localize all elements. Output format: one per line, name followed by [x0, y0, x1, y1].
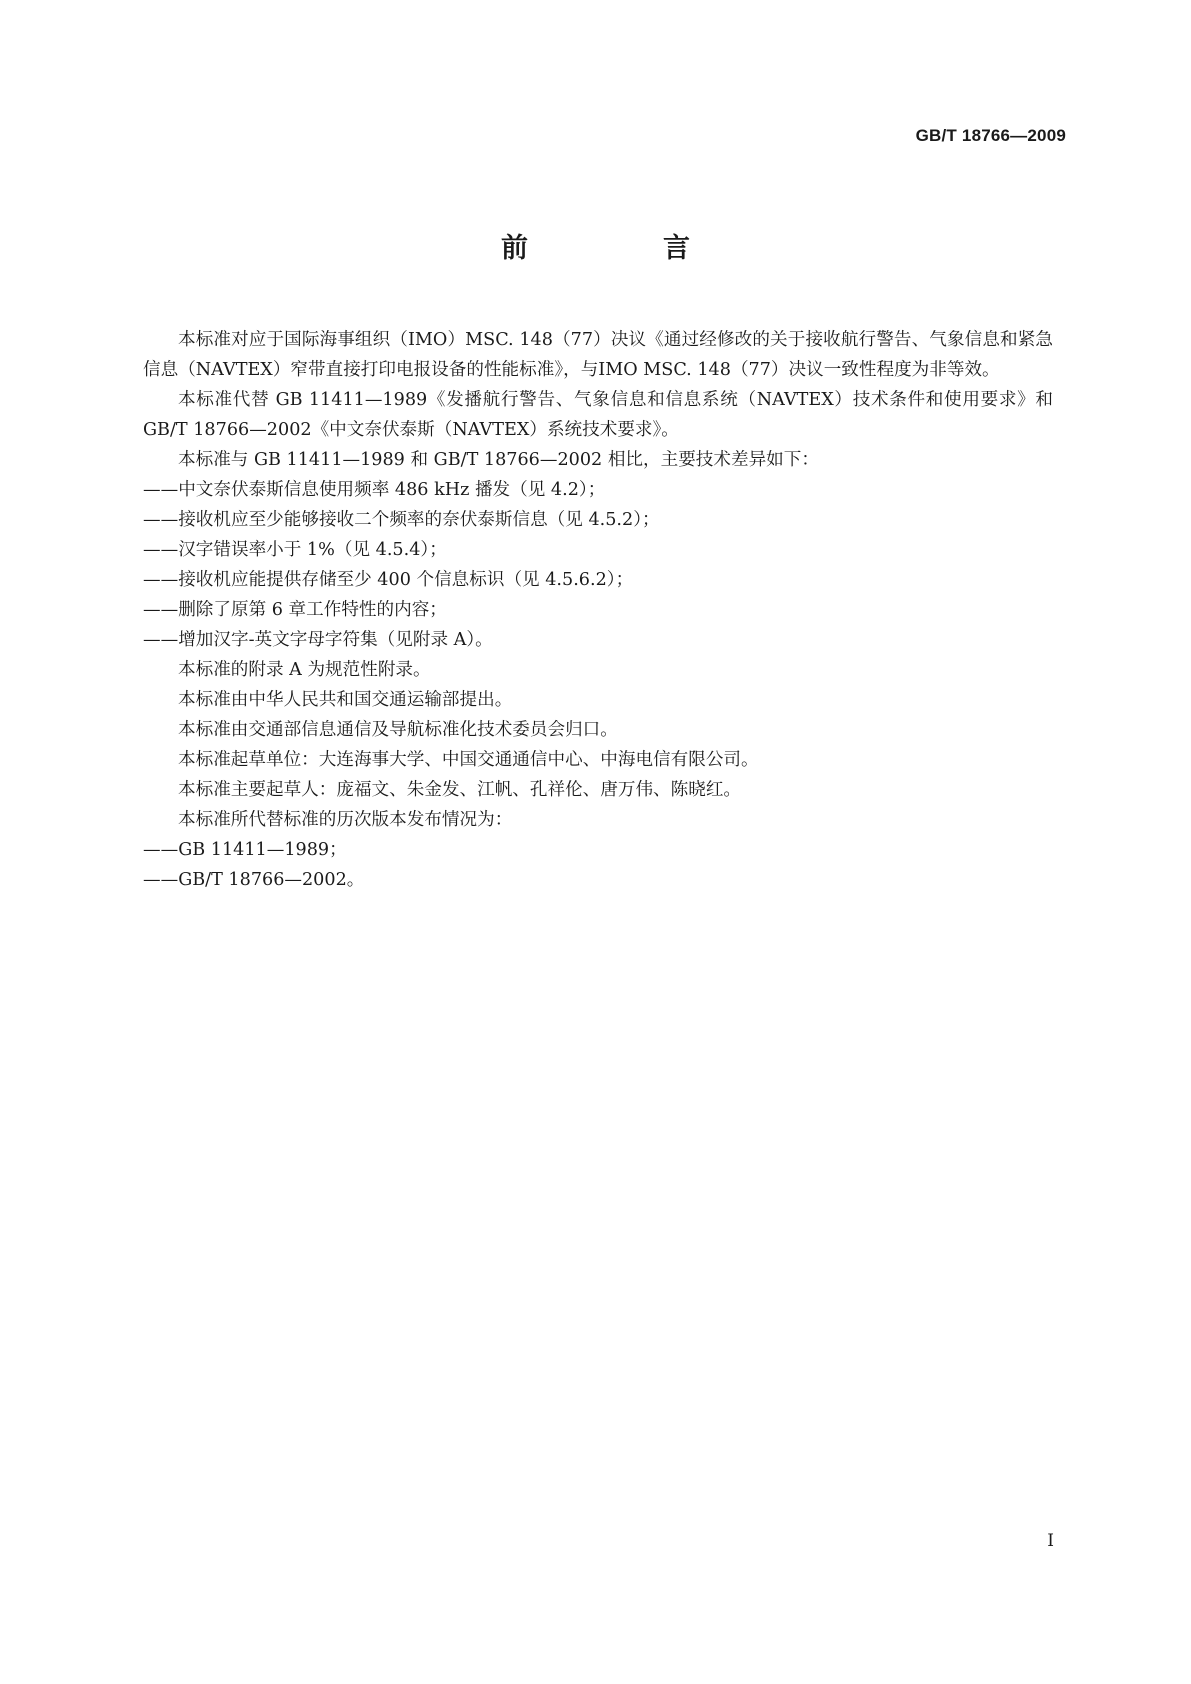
- statement-version-history: 本标准所代替标准的历次版本发布情况为：: [178, 810, 513, 830]
- paragraph-correspondence: 本标准对应于国际海事组织（IMO）MSC. 148（77）决议《通过经修改的关于接收航行警告、气象信息和紧急信息（NAVTEX）窄带直接打印电报设备的性能标准》，与IMO MSC. 148（77）决议一致性程度为非等效。: [143, 330, 1053, 380]
- statement-annex: 本标准的附录 A 为规范性附录。: [178, 660, 431, 680]
- page-title: 前 言: [501, 233, 744, 264]
- list-item: ——删除了原第 6 章工作特性的内容；: [143, 600, 447, 620]
- list-item: ——接收机应能提供存储至少 400 个信息标识（见 4.5.6.2）；: [143, 570, 634, 590]
- standard-number: GB/T 18766—2009: [915, 126, 1066, 145]
- foreword-body: [143, 325, 1053, 895]
- page-number: I: [1047, 1531, 1054, 1551]
- list-item: ——增加汉字-英文字母字符集（见附录 A）。: [143, 630, 493, 650]
- list-item: ——GB/T 18766—2002。: [143, 870, 365, 890]
- statement-committee: 本标准由交通部信息通信及导航标准化技术委员会归口。: [178, 720, 618, 740]
- previous-versions-list: [143, 835, 1053, 895]
- differences-list: [143, 475, 1053, 655]
- statement-drafters: 本标准主要起草人：庞福文、朱金发、江帆、孔祥伦、唐万伟、陈晓红。: [178, 780, 742, 800]
- paragraph-differences-intro: 本标准与 GB 11411—1989 和 GB/T 18766—2002 相比，主要技术差异如下：: [178, 450, 819, 470]
- list-item: ——汉字错误率小于 1%（见 4.5.4）；: [143, 540, 447, 560]
- statement-drafting-units: 本标准起草单位：大连海事大学、中国交通通信中心、中海电信有限公司。: [178, 750, 759, 770]
- list-item: ——中文奈伏泰斯信息使用频率 486 kHz 播发（见 4.2）；: [143, 480, 606, 500]
- list-item: ——GB 11411—1989；: [143, 840, 347, 860]
- statement-proposer: 本标准由中华人民共和国交通运输部提出。: [178, 690, 513, 710]
- paragraph-replaces: 本标准代替 GB 11411—1989《发播航行警告、气象信息和信息系统（NAVTEX）技术条件和使用要求》和 GB/T 18766—2002《中文奈伏泰斯（NAVTEX）系统技术要求》。: [143, 390, 1053, 440]
- list-item: ——接收机应至少能够接收二个频率的奈伏泰斯信息（见 4.5.2）；: [143, 510, 660, 530]
